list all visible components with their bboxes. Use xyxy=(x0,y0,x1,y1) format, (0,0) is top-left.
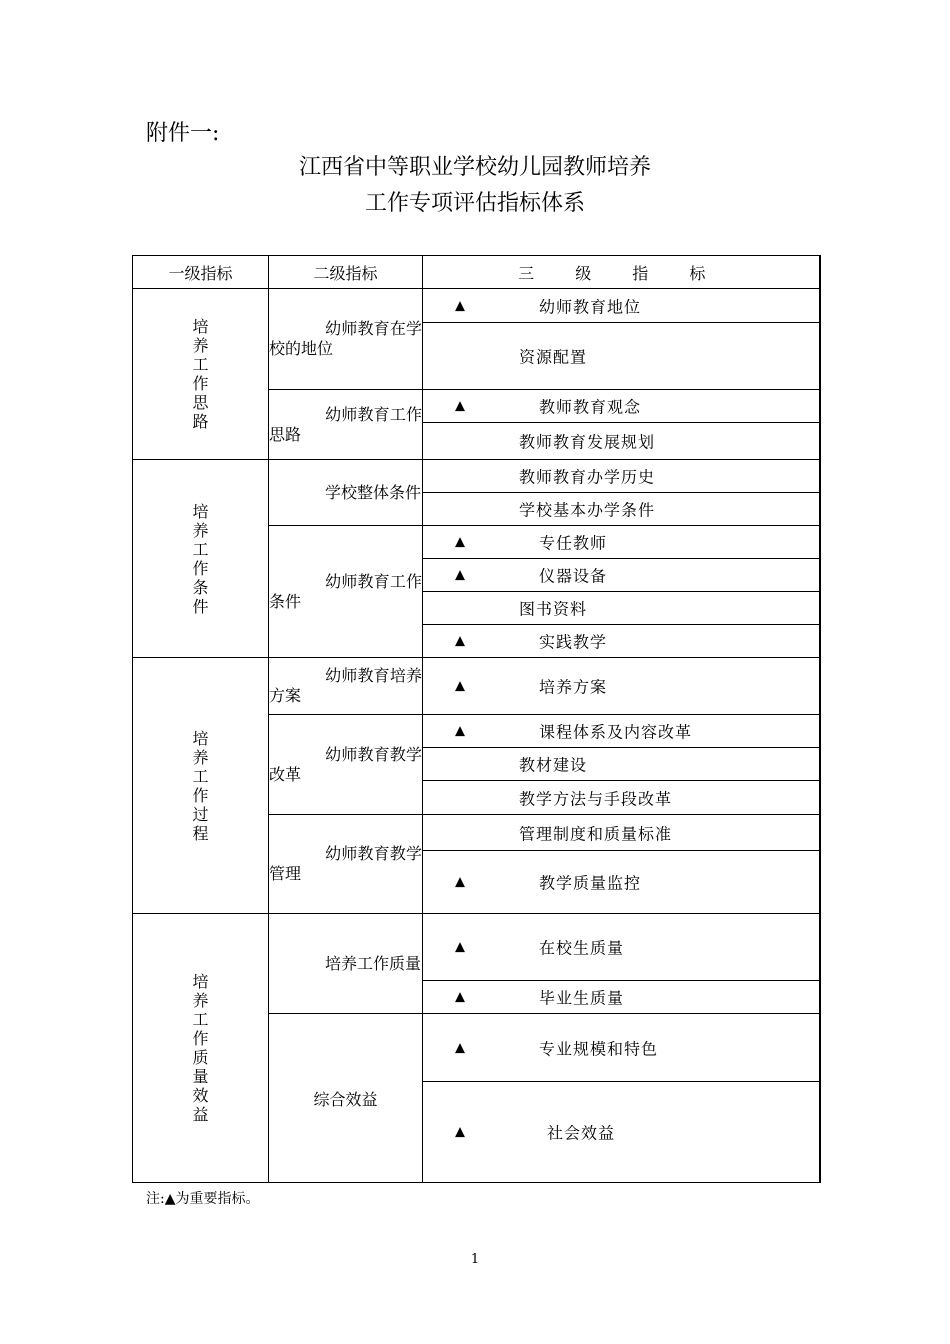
header-level2: 二级指标 xyxy=(269,256,423,289)
level1-cell xyxy=(133,658,269,914)
level3-label: 教材建设 xyxy=(519,755,588,775)
level3-cell xyxy=(423,914,820,981)
level2-cell xyxy=(269,715,423,815)
level1-cell xyxy=(133,914,269,1183)
important-marker-icon: ▲ xyxy=(455,989,465,1005)
header-level1: 一级指标 xyxy=(133,256,269,289)
level3-label: 培养方案 xyxy=(539,677,608,697)
level3-cell xyxy=(423,1082,820,1183)
level3-cell xyxy=(423,981,820,1014)
level3-label: 教学质量监控 xyxy=(539,873,642,893)
level3-label: 学校基本办学条件 xyxy=(519,500,656,520)
table-header-row xyxy=(133,256,820,289)
level3-label: 教学方法与手段改革 xyxy=(519,789,673,808)
level3-label: 课程体系及内容改革 xyxy=(539,722,693,742)
level1-label: 培养工作质量效益 xyxy=(192,972,209,1124)
level3-label: 在校生质量 xyxy=(539,938,625,958)
level3-label: 实践教学 xyxy=(539,632,608,652)
important-marker-icon: ▲ xyxy=(164,1191,176,1207)
level2-label: 幼师教育教学改革 xyxy=(269,744,422,784)
level2-label: 幼师教育工作条件 xyxy=(269,571,422,611)
level2-label: 幼师教育教学管理 xyxy=(269,844,422,883)
level3-cell xyxy=(423,390,820,423)
attachment-label: 附件一: xyxy=(146,121,220,146)
level2-cell xyxy=(269,390,423,460)
footnote xyxy=(146,1188,260,1208)
level3-cell xyxy=(423,1014,820,1082)
page-number: 1 xyxy=(470,1252,480,1267)
level2-cell xyxy=(269,289,423,390)
level2-label: 综合效益 xyxy=(313,1089,378,1109)
level3-label: 社会效益 xyxy=(547,1123,616,1143)
important-marker-icon: ▲ xyxy=(455,298,465,313)
level3-label: 教师教育观念 xyxy=(539,397,642,417)
level3-cell xyxy=(423,851,820,914)
important-marker-icon: ▲ xyxy=(455,534,465,550)
important-marker-icon: ▲ xyxy=(455,633,465,649)
level2-label: 学校整体条件 xyxy=(325,482,422,502)
level3-label: 专业规模和特色 xyxy=(539,1039,659,1058)
level1-cell xyxy=(133,289,269,460)
important-marker-icon: ▲ xyxy=(455,874,465,890)
level3-cell xyxy=(423,715,820,748)
important-marker-icon: ▲ xyxy=(455,1040,465,1055)
important-marker-icon: ▲ xyxy=(455,398,465,414)
level2-label: 幼师教育在学校的地位 xyxy=(269,319,422,358)
level2-cell xyxy=(269,815,423,914)
level3-cell xyxy=(423,781,820,815)
level3-cell xyxy=(423,423,820,460)
level3-label: 教师教育发展规划 xyxy=(519,432,656,452)
level2-label: 幼师教育工作思路 xyxy=(269,404,422,444)
level3-cell xyxy=(423,815,820,851)
level1-label: 培养工作条件 xyxy=(192,501,209,616)
level3-label: 仪器设备 xyxy=(539,566,608,586)
level3-label: 教师教育办学历史 xyxy=(519,467,656,487)
table-row xyxy=(133,460,820,493)
header-level3: 三 级 指 标 xyxy=(423,256,820,289)
important-marker-icon: ▲ xyxy=(455,939,465,955)
level1-label: 培养工作过程 xyxy=(192,728,209,843)
level1-cell xyxy=(133,460,269,658)
level3-label: 图书资料 xyxy=(519,599,588,619)
important-marker-icon: ▲ xyxy=(455,678,465,694)
level2-cell xyxy=(269,460,423,526)
footnote-prefix: 注: xyxy=(146,1191,165,1207)
level3-label: 专任教师 xyxy=(539,533,608,553)
level2-cell xyxy=(269,914,423,1014)
level2-cell xyxy=(269,526,423,658)
level3-cell xyxy=(423,289,820,323)
level1-label: 培养工作思路 xyxy=(192,317,209,431)
level3-cell xyxy=(423,559,820,592)
document-title-line1: 江西省中等职业学校幼儿园教师培养 xyxy=(298,155,651,180)
table-row xyxy=(133,289,820,323)
level2-label: 培养工作质量 xyxy=(325,953,422,973)
level3-cell xyxy=(423,526,820,559)
table-row xyxy=(133,914,820,981)
level3-cell xyxy=(423,323,820,390)
level3-label: 幼师教育地位 xyxy=(539,297,642,316)
table-row xyxy=(133,658,820,715)
level3-label: 管理制度和质量标准 xyxy=(519,824,673,843)
level2-cell xyxy=(269,1014,423,1183)
level3-cell xyxy=(423,460,820,493)
footnote-text: 为重要指标。 xyxy=(175,1191,260,1207)
level3-cell xyxy=(423,592,820,625)
important-marker-icon: ▲ xyxy=(455,1124,465,1140)
level3-label: 资源配置 xyxy=(519,347,588,367)
important-marker-icon: ▲ xyxy=(455,723,465,739)
level2-cell xyxy=(269,658,423,715)
level3-cell xyxy=(423,493,820,526)
level3-cell xyxy=(423,658,820,715)
document-title-line2: 工作专项评估指标体系 xyxy=(364,191,585,216)
level3-cell xyxy=(423,748,820,781)
level3-label: 毕业生质量 xyxy=(539,988,625,1008)
level3-cell xyxy=(423,625,820,658)
level2-label: 幼师教育培养方案 xyxy=(269,666,422,705)
indicator-table xyxy=(132,255,821,1183)
important-marker-icon: ▲ xyxy=(455,567,465,583)
